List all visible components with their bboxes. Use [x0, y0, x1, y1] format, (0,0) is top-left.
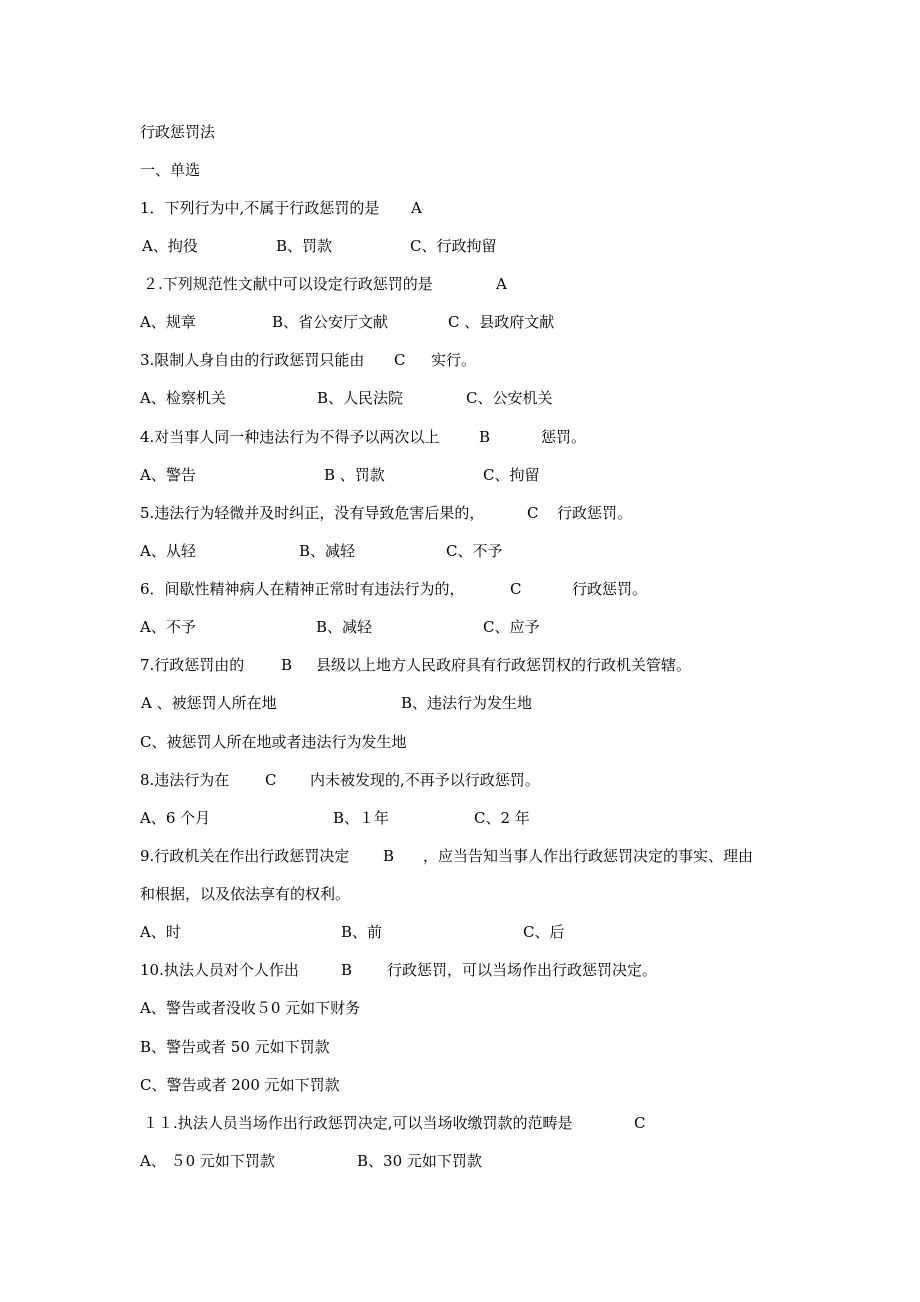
question-5-option-c: C、不予: [446, 542, 503, 560]
question-8-option-a: A、6 个月: [140, 809, 211, 827]
question-2-option-b: B、省公安厅文献: [272, 313, 389, 331]
question-7-stem: 7.行政惩罚由的: [140, 656, 245, 674]
question-3-stem: 3.限制人身自由的行政惩罚只能由: [140, 351, 365, 369]
question-6-answer: C: [510, 580, 522, 598]
question-8-answer: C: [265, 771, 277, 789]
question-1-answer: A: [411, 199, 422, 217]
question-3-answer: C: [394, 351, 406, 369]
question-6-option-c: C、应予: [483, 618, 540, 636]
question-9-stem-end: 和根据，以及依法享有的权利。: [140, 885, 351, 903]
doc-title: 行政惩罚法: [140, 123, 216, 141]
question-9-option-a: A、时: [140, 923, 181, 941]
question-6-stem: 6．间歇性精神病人在精神正常时有违法行为的，: [140, 580, 465, 598]
question-9-option-b: B、前: [341, 923, 383, 941]
question-8-option-b: B、１年: [333, 809, 390, 827]
question-9-stem: 9.行政机关在作出行政惩罚决定: [140, 847, 350, 865]
question-6-stem-end: 行政惩罚。: [572, 580, 648, 598]
question-2-answer: A: [496, 275, 507, 293]
question-10-stem: 10.执法人员对个人作出: [140, 961, 299, 979]
question-4-option-b: B 、罚款: [324, 466, 385, 484]
question-10-option-c: C、警告或者 200 元如下罚款: [140, 1076, 340, 1094]
question-2-option-c: C 、县政府文献: [448, 313, 555, 331]
question-8-option-c: C、2 年: [474, 809, 530, 827]
question-11-stem: １１.执法人员当场作出行政惩罚决定,可以当场收缴罚款的范畴是: [143, 1114, 573, 1132]
question-5-option-a: A、从轻: [140, 542, 196, 560]
question-11-option-a: A、 ５0 元如下罚款: [140, 1152, 275, 1170]
question-1-stem: 1．下列行为中,不属于行政惩罚的是: [140, 199, 380, 217]
question-9-stem-middle: ，应当告知当事人作出行政惩罚决定的事实、理由: [423, 847, 754, 865]
question-10-option-b: B、警告或者 50 元如下罚款: [140, 1038, 330, 1056]
question-4-answer: B: [479, 428, 491, 446]
question-9-answer: B: [383, 847, 395, 865]
question-11-option-b: B、30 元如下罚款: [357, 1152, 482, 1170]
question-4-stem: 4.对当事人同一种违法行为不得予以两次以上: [140, 428, 440, 446]
question-4-option-c: C、拘留: [483, 466, 540, 484]
question-11-answer: C: [634, 1114, 646, 1132]
question-7-stem-end: 县级以上地方人民政府具有行政惩罚权的行政机关管辖。: [316, 656, 692, 674]
question-3-option-a: A、检察机关: [140, 389, 226, 407]
question-5-stem-end: 行政惩罚。: [557, 504, 633, 522]
question-3-option-c: C、公安机关: [466, 389, 553, 407]
question-4-option-a: A、警告: [140, 466, 196, 484]
question-8-stem: 8.违法行为在: [140, 771, 230, 789]
question-8-stem-end: 内未被发现的,不再予以行政惩罚。: [310, 771, 540, 789]
question-10-answer: B: [341, 961, 353, 979]
question-7-answer: B: [281, 656, 293, 674]
question-5-option-b: B、减轻: [299, 542, 356, 560]
question-3-stem-end: 实行。: [431, 351, 477, 369]
question-7-option-b: B、违法行为发生地: [401, 694, 533, 712]
question-5-stem: 5.违法行为轻微并及时纠正，没有导致危害后果的，: [140, 504, 485, 522]
question-1-option-b: B、罚款: [276, 237, 333, 255]
question-6-option-a: A、不予: [140, 618, 196, 636]
question-2-stem: ２.下列规范性文献中可以设定行政惩罚的是: [143, 275, 433, 293]
question-7-option-a: A 、被惩罚人所在地: [141, 694, 277, 712]
question-4-stem-end: 惩罚。: [541, 428, 587, 446]
question-1-option-a: A、拘役: [142, 237, 198, 255]
question-3-option-b: B、人民法院: [317, 389, 404, 407]
question-9-option-c: C、后: [523, 923, 565, 941]
section-heading: 一、单选: [140, 161, 201, 179]
question-5-answer: C: [527, 504, 539, 522]
question-1-option-c: C、行政拘留: [410, 237, 497, 255]
question-6-option-b: B、减轻: [316, 618, 373, 636]
question-7-option-c: C、被惩罚人所在地或者违法行为发生地: [140, 733, 407, 751]
question-10-stem-end: 行政惩罚，可以当场作出行政惩罚决定。: [387, 961, 658, 979]
question-2-option-a: A、规章: [140, 313, 196, 331]
question-10-option-a: A、警告或者没收５0 元如下财务: [140, 999, 361, 1017]
